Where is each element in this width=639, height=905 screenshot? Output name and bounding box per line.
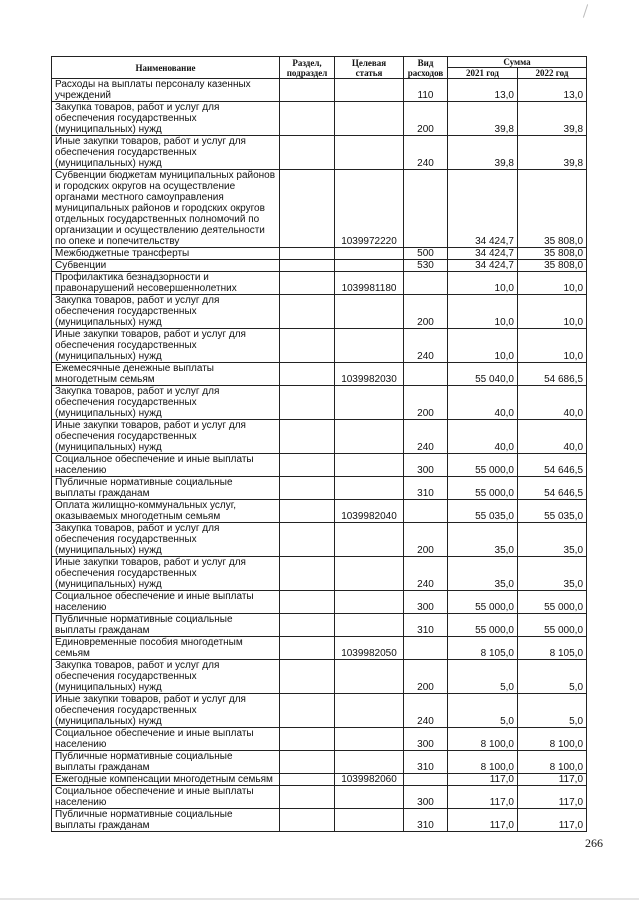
row-name: Социальное обеспечение и иные выплаты населению — [52, 454, 280, 477]
row-amount-2022: 55 000,0 — [518, 614, 587, 637]
row-amount-2022: 39,8 — [518, 102, 587, 136]
row-amount-2022: 8 100,0 — [518, 751, 587, 774]
header-sum: Сумма — [448, 57, 587, 68]
row-target-code — [335, 386, 404, 420]
row-amount-2022: 5,0 — [518, 660, 587, 694]
row-section — [280, 170, 335, 248]
table-row — [52, 136, 587, 170]
row-target-code — [335, 79, 404, 102]
row-expense-type: 110 — [404, 79, 448, 102]
row-name: Субвенции бюджетам муниципальных районов и городских округов на осуществление органами местного самоуправления муниципальных районов и городских округов отдельных государственных полномочий по организации и осуществлению деятельности по опеке и попечительству — [52, 170, 280, 248]
budget-document-page — [51, 56, 586, 832]
table-row — [52, 454, 587, 477]
table-row — [52, 660, 587, 694]
row-amount-2021: 10,0 — [448, 329, 518, 363]
row-amount-2022: 8 105,0 — [518, 637, 587, 660]
table-row — [52, 786, 587, 809]
row-target-code — [335, 614, 404, 637]
row-amount-2022: 117,0 — [518, 786, 587, 809]
row-section — [280, 79, 335, 102]
row-target-code — [335, 248, 404, 260]
row-target-code — [335, 786, 404, 809]
row-amount-2021: 8 100,0 — [448, 728, 518, 751]
row-expense-type: 310 — [404, 477, 448, 500]
row-name: Социальное обеспечение и иные выплаты населению — [52, 591, 280, 614]
row-section — [280, 786, 335, 809]
row-amount-2022: 117,0 — [518, 809, 587, 832]
row-name: Иные закупки товаров, работ и услуг для обеспечения государственных (муниципальных) нужд — [52, 329, 280, 363]
header-expense-type: Вид расходов — [404, 57, 448, 79]
table-row — [52, 557, 587, 591]
row-section — [280, 386, 335, 420]
row-name: Публичные нормативные социальные выплаты гражданам — [52, 614, 280, 637]
table-row — [52, 751, 587, 774]
row-section — [280, 420, 335, 454]
row-name: Иные закупки товаров, работ и услуг для обеспечения государственных (муниципальных) нужд — [52, 557, 280, 591]
row-section — [280, 102, 335, 136]
table-row — [52, 774, 587, 786]
row-name: Публичные нормативные социальные выплаты гражданам — [52, 809, 280, 832]
row-name: Социальное обеспечение и иные выплаты населению — [52, 728, 280, 751]
row-section — [280, 136, 335, 170]
row-amount-2021: 34 424,7 — [448, 170, 518, 248]
row-expense-type: 200 — [404, 523, 448, 557]
row-expense-type: 240 — [404, 136, 448, 170]
row-expense-type: 310 — [404, 751, 448, 774]
row-section — [280, 272, 335, 295]
row-expense-type: 300 — [404, 454, 448, 477]
table-row — [52, 295, 587, 329]
row-name: Закупка товаров, работ и услуг для обеспечения государственных (муниципальных) нужд — [52, 660, 280, 694]
table-row — [52, 79, 587, 102]
row-amount-2021: 117,0 — [448, 774, 518, 786]
row-section — [280, 557, 335, 591]
table-row — [52, 248, 587, 260]
row-section — [280, 454, 335, 477]
row-section — [280, 523, 335, 557]
row-expense-type: 240 — [404, 694, 448, 728]
row-expense-type: 240 — [404, 420, 448, 454]
row-name: Профилактика безнадзорности и правонарушений несовершеннолетних — [52, 272, 280, 295]
table-row — [52, 809, 587, 832]
row-amount-2021: 39,8 — [448, 102, 518, 136]
row-section — [280, 329, 335, 363]
row-expense-type: 240 — [404, 557, 448, 591]
row-amount-2021: 8 100,0 — [448, 751, 518, 774]
row-target-code — [335, 329, 404, 363]
row-expense-type: 500 — [404, 248, 448, 260]
row-target-code: 1039981180 — [335, 272, 404, 295]
row-amount-2021: 34 424,7 — [448, 260, 518, 272]
table-row — [52, 523, 587, 557]
row-expense-type — [404, 272, 448, 295]
row-name: Иные закупки товаров, работ и услуг для обеспечения государственных (муниципальных) нужд — [52, 694, 280, 728]
row-target-code — [335, 809, 404, 832]
row-target-code — [335, 260, 404, 272]
table-header — [52, 57, 587, 79]
row-section — [280, 614, 335, 637]
row-amount-2021: 5,0 — [448, 660, 518, 694]
row-amount-2021: 35,0 — [448, 557, 518, 591]
header-year-2021: 2021 год — [448, 68, 518, 79]
row-name: Оплата жилищно-коммунальных услуг, оказываемых многодетным семьям — [52, 500, 280, 523]
row-section — [280, 591, 335, 614]
row-amount-2021: 55 000,0 — [448, 477, 518, 500]
table-row — [52, 614, 587, 637]
row-amount-2021: 35,0 — [448, 523, 518, 557]
row-target-code — [335, 454, 404, 477]
row-target-code: 1039982060 — [335, 774, 404, 786]
scan-pen-mark — [583, 4, 588, 18]
row-amount-2022: 54 646,5 — [518, 454, 587, 477]
row-target-code — [335, 477, 404, 500]
row-amount-2022: 35 808,0 — [518, 260, 587, 272]
row-target-code — [335, 660, 404, 694]
table-row — [52, 591, 587, 614]
row-target-code — [335, 694, 404, 728]
row-target-code — [335, 523, 404, 557]
row-amount-2021: 5,0 — [448, 694, 518, 728]
row-amount-2021: 55 040,0 — [448, 363, 518, 386]
header-target: Целевая статья — [335, 57, 404, 79]
row-amount-2022: 40,0 — [518, 386, 587, 420]
row-amount-2021: 117,0 — [448, 786, 518, 809]
row-target-code: 1039972220 — [335, 170, 404, 248]
row-target-code: 1039982030 — [335, 363, 404, 386]
row-expense-type: 200 — [404, 660, 448, 694]
row-expense-type: 240 — [404, 329, 448, 363]
row-expense-type: 310 — [404, 809, 448, 832]
row-target-code: 1039982050 — [335, 637, 404, 660]
row-expense-type: 300 — [404, 591, 448, 614]
row-amount-2022: 8 100,0 — [518, 728, 587, 751]
row-section — [280, 295, 335, 329]
row-amount-2021: 40,0 — [448, 420, 518, 454]
row-amount-2021: 39,8 — [448, 136, 518, 170]
row-expense-type: 300 — [404, 786, 448, 809]
row-section — [280, 260, 335, 272]
table-row — [52, 694, 587, 728]
row-target-code: 1039982040 — [335, 500, 404, 523]
row-name: Межбюджетные трансферты — [52, 248, 280, 260]
row-amount-2022: 35 808,0 — [518, 170, 587, 248]
header-name: Наименование — [52, 57, 280, 79]
row-section — [280, 248, 335, 260]
row-section — [280, 500, 335, 523]
row-amount-2022: 55 000,0 — [518, 591, 587, 614]
row-amount-2022: 55 035,0 — [518, 500, 587, 523]
row-amount-2021: 13,0 — [448, 79, 518, 102]
row-expense-type: 300 — [404, 728, 448, 751]
header-section: Раздел, подраздел — [280, 57, 335, 79]
row-amount-2021: 55 000,0 — [448, 614, 518, 637]
budget-table — [51, 56, 587, 832]
row-target-code — [335, 420, 404, 454]
row-expense-type: 310 — [404, 614, 448, 637]
row-name: Закупка товаров, работ и услуг для обеспечения государственных (муниципальных) нужд — [52, 523, 280, 557]
row-name: Иные закупки товаров, работ и услуг для обеспечения государственных (муниципальных) нужд — [52, 136, 280, 170]
scan-bottom-edge — [0, 898, 639, 900]
row-amount-2022: 35,0 — [518, 523, 587, 557]
row-name: Ежемесячные денежные выплаты многодетным семьям — [52, 363, 280, 386]
row-expense-type — [404, 170, 448, 248]
row-amount-2022: 10,0 — [518, 272, 587, 295]
table-row — [52, 363, 587, 386]
row-amount-2022: 35 808,0 — [518, 248, 587, 260]
row-target-code — [335, 136, 404, 170]
table-row — [52, 500, 587, 523]
row-target-code — [335, 591, 404, 614]
row-amount-2022: 13,0 — [518, 79, 587, 102]
row-expense-type — [404, 363, 448, 386]
row-amount-2021: 55 000,0 — [448, 591, 518, 614]
row-target-code — [335, 557, 404, 591]
row-amount-2022: 10,0 — [518, 295, 587, 329]
row-amount-2022: 10,0 — [518, 329, 587, 363]
header-year-2022: 2022 год — [518, 68, 587, 79]
row-name: Субвенции — [52, 260, 280, 272]
table-row — [52, 170, 587, 248]
table-row — [52, 728, 587, 751]
table-row — [52, 477, 587, 500]
row-amount-2021: 34 424,7 — [448, 248, 518, 260]
row-section — [280, 774, 335, 786]
row-section — [280, 477, 335, 500]
row-amount-2022: 54 646,5 — [518, 477, 587, 500]
row-expense-type: 200 — [404, 295, 448, 329]
row-name: Иные закупки товаров, работ и услуг для обеспечения государственных (муниципальных) нужд — [52, 420, 280, 454]
row-name: Единовременные пособия многодетным семьям — [52, 637, 280, 660]
row-target-code — [335, 295, 404, 329]
row-target-code — [335, 751, 404, 774]
row-amount-2021: 8 105,0 — [448, 637, 518, 660]
table-row — [52, 102, 587, 136]
row-section — [280, 694, 335, 728]
row-amount-2022: 39,8 — [518, 136, 587, 170]
table-row — [52, 420, 587, 454]
row-section — [280, 809, 335, 832]
table-row — [52, 637, 587, 660]
row-name: Публичные нормативные социальные выплаты гражданам — [52, 751, 280, 774]
row-amount-2021: 40,0 — [448, 386, 518, 420]
row-target-code — [335, 728, 404, 751]
row-amount-2021: 55 000,0 — [448, 454, 518, 477]
row-name: Закупка товаров, работ и услуг для обеспечения государственных (муниципальных) нужд — [52, 295, 280, 329]
row-amount-2022: 117,0 — [518, 774, 587, 786]
row-name: Социальное обеспечение и иные выплаты населению — [52, 786, 280, 809]
row-expense-type — [404, 500, 448, 523]
row-expense-type: 200 — [404, 386, 448, 420]
row-amount-2022: 40,0 — [518, 420, 587, 454]
row-expense-type: 200 — [404, 102, 448, 136]
row-section — [280, 751, 335, 774]
row-name: Закупка товаров, работ и услуг для обеспечения государственных (муниципальных) нужд — [52, 386, 280, 420]
row-amount-2021: 10,0 — [448, 272, 518, 295]
row-amount-2021: 55 035,0 — [448, 500, 518, 523]
row-amount-2022: 5,0 — [518, 694, 587, 728]
row-name: Публичные нормативные социальные выплаты гражданам — [52, 477, 280, 500]
table-row — [52, 272, 587, 295]
row-expense-type — [404, 774, 448, 786]
row-expense-type: 530 — [404, 260, 448, 272]
row-amount-2021: 10,0 — [448, 295, 518, 329]
row-amount-2021: 117,0 — [448, 809, 518, 832]
row-target-code — [335, 102, 404, 136]
row-section — [280, 728, 335, 751]
table-body — [52, 79, 587, 832]
row-amount-2022: 35,0 — [518, 557, 587, 591]
row-name: Расходы на выплаты персоналу казенных учреждений — [52, 79, 280, 102]
row-expense-type — [404, 637, 448, 660]
table-row — [52, 386, 587, 420]
row-section — [280, 660, 335, 694]
table-row — [52, 260, 587, 272]
page-number: 266 — [585, 836, 603, 850]
row-amount-2022: 54 686,5 — [518, 363, 587, 386]
row-section — [280, 637, 335, 660]
row-section — [280, 363, 335, 386]
table-row — [52, 329, 587, 363]
row-name: Ежегодные компенсации многодетным семьям — [52, 774, 280, 786]
row-name: Закупка товаров, работ и услуг для обеспечения государственных (муниципальных) нужд — [52, 102, 280, 136]
